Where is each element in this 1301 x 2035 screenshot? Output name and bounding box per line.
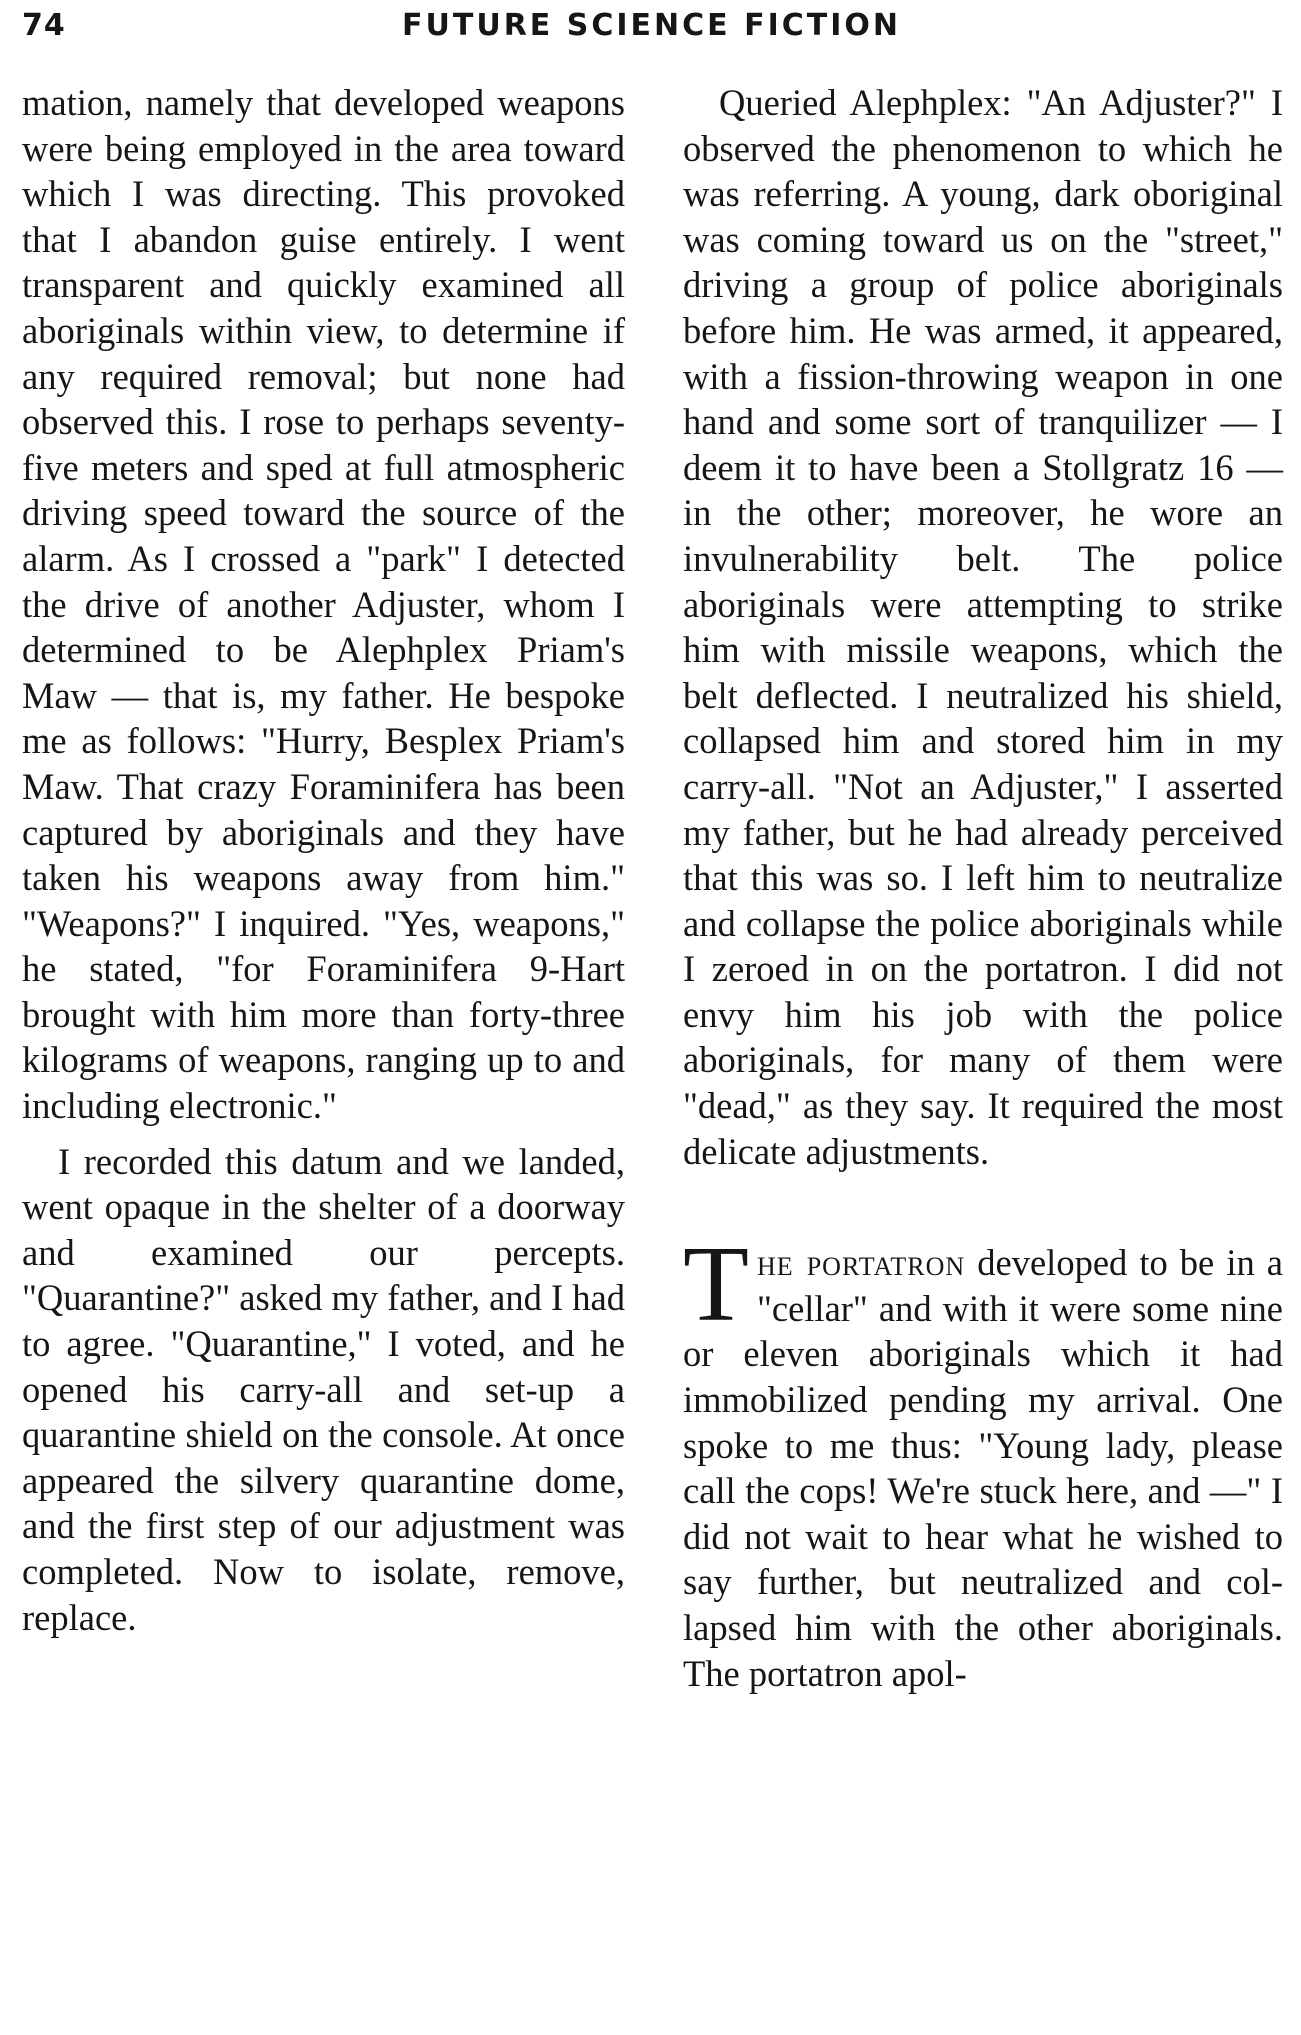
section-body-text: developed to be in a "cellar" and with it were some nine or eleven aboriginals which it had immobilized pending my arrival. One spoke to me thus: "Young lady, please call the cops! We're stuck here, and —" I did not wait to hear what he wished to say further, but neutralized and collapsed him with the other aboriginals. The portatron apol-	[683, 1242, 1283, 1694]
left-column	[22, 80, 625, 1640]
right-column	[683, 80, 1283, 1696]
section-lead-smallcaps: he portatron	[756, 1242, 966, 1284]
page-header	[22, 8, 1281, 52]
drop-cap: T	[683, 1225, 749, 1345]
page-number: 74	[22, 8, 66, 43]
left-paragraph-1: mation, namely that developed weapons were being employed in the area toward which I was directing. This provoked that I abandon guise entirely. I went transparent and quickly examined all aboriginals within view, to determine if any required removal; but none had observed this. I rose to perhaps seventy-five meters and sped at full atmospheric driving speed toward the source of the alarm. As I crossed a "park" I detected the drive of another Adjuster, whom I determined to be Alephplex Priam's Maw — that is, my father. He bespoke me as follows: "Hurry, Besplex Priam's Maw. That crazy Foraminifera has been captured by aboriginals and they have taken his weapons away from him." "Weapons?" I inquired. "Yes, weapons," he stated, "for Foraminifera 9-Hart brought with him more than forty-three kilograms of weapons, ranging up to and including electronic."	[22, 82, 625, 1127]
right-paragraph-2	[683, 1225, 1283, 1696]
right-paragraph-1: Queried Alephplex: "An Adjuster?" I observed the phenomenon to which he was referring. A young, dark oboriginal was coming toward us on the "street," driving a group of police aboriginals before him. He was armed, it appeared, with a fission-throwing weapon in one hand and some sort of tranquilizer — I deem it to have been a Stollgratz 16 — in the other; moreover, he wore an invulnerability belt. The police aboriginals were attempting to strike him with missile weapons, which the belt deflected. I neutralized his shield, collapsed him and stored him in my carry-all. "Not an Adjuster," I asserted my father, but he had already perceived that this was so. I left him to neutralize and collapse the police aboriginals while I zeroed in on the portatron. I did not envy him his job with the police aboriginals, for many of them were "dead," as they say. It required the most delicate adjustments.	[683, 82, 1283, 1172]
left-paragraph-2: I recorded this datum and we landed, went opaque in the shelter of a doorway and examined our percepts. "Quarantine?" asked my father, and I had to agree. "Quarantine," I voted, and he opened his carry-all and set-up a quarantine shield on the console. At once appeared the silvery quarantine dome, and the first step of our adjustment was completed. Now to isolate, remove, replace.	[22, 1140, 625, 1638]
running-title: FUTURE SCIENCE FICTION	[402, 8, 901, 43]
